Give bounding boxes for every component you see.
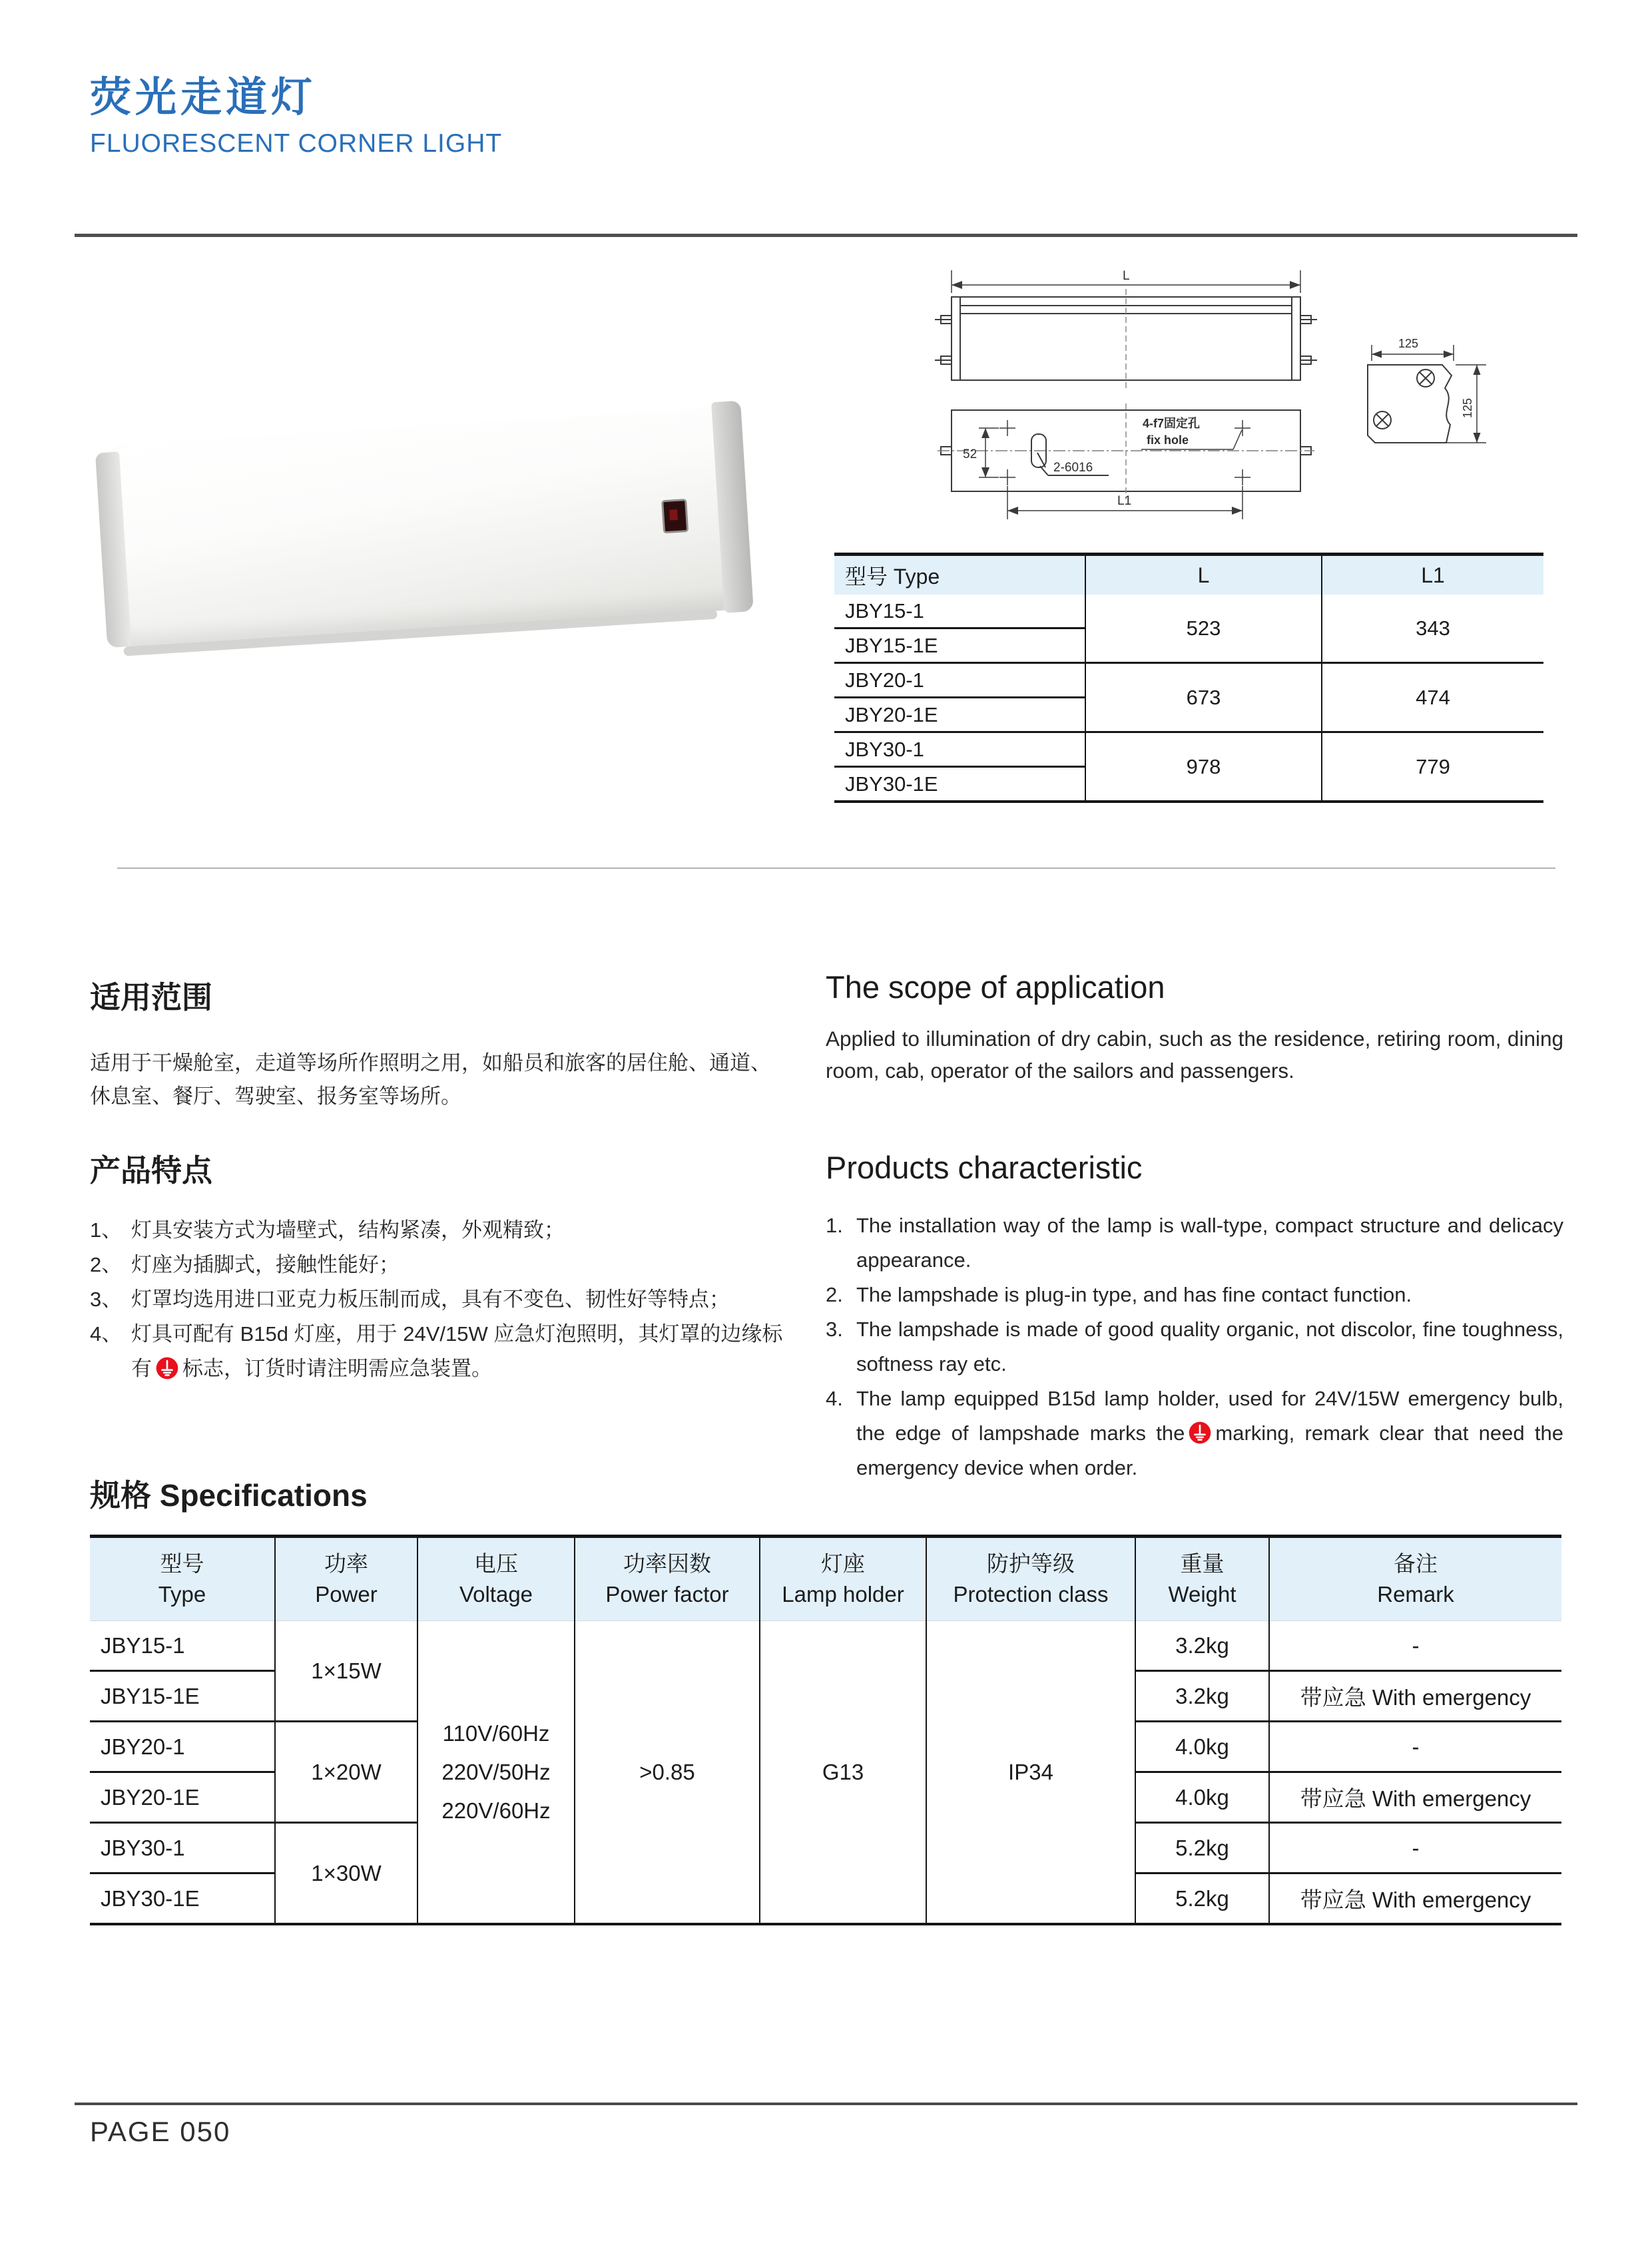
spec-remark-cell: - (1269, 1621, 1561, 1671)
lamp-base-rail (123, 610, 717, 656)
dim-col-type: 型号 Type (834, 555, 1085, 595)
feature-text (856, 1381, 1563, 1485)
emergency-mark-icon (156, 1356, 178, 1378)
spec-weight-cell: 4.0kg (1135, 1772, 1269, 1823)
spec-type-cell: JBY15-1 (101, 1632, 185, 1658)
footer-divider (75, 2103, 1577, 2105)
spec-type-cell: JBY20-1 (90, 1722, 275, 1772)
lamp-switch (661, 499, 688, 533)
feature-number: 1、 (90, 1218, 123, 1242)
dim-type-cell: JBY15-1 (845, 599, 924, 622)
features-section-en (826, 1149, 1563, 1485)
spec-power-factor-cell: >0.85 (575, 1621, 760, 1925)
feature-item (90, 1282, 789, 1317)
emergency-mark-icon (1189, 1420, 1211, 1443)
spec-lamp-holder-cell: G13 (760, 1621, 926, 1925)
lamp-end-cap-right (711, 401, 754, 613)
dim-type-cell: JBY20-1E (834, 698, 1085, 732)
dim-type-cell: JBY15-1E (834, 628, 1085, 663)
spec-col-power: 功率 Power (275, 1537, 417, 1621)
dim-l-cell: 523 (1085, 595, 1322, 663)
dimension-table (834, 553, 1543, 803)
features-title-en: Products characteristic (826, 1150, 1143, 1185)
feature-number: 2、 (90, 1253, 123, 1276)
feature-item (90, 1248, 789, 1282)
table-row (834, 595, 1543, 628)
dim-type-cell: JBY30-1 (834, 732, 1085, 767)
spec-type-cell: JBY30-1E (90, 1873, 275, 1925)
product-photo (93, 370, 759, 682)
page-number: PAGE 050 (90, 2116, 231, 2147)
spec-remark-cell: - (1269, 1722, 1561, 1772)
spec-col-weight: 重量 Weight (1135, 1537, 1269, 1621)
feature-text (131, 1317, 789, 1386)
spec-power-cell: 1×20W (275, 1722, 417, 1823)
table-row (834, 663, 1543, 698)
scope-title-en: The scope of application (826, 969, 1165, 1005)
features-title-zh: 产品特点 (90, 1153, 212, 1188)
feature-number: 1. (826, 1214, 843, 1237)
feature-text: 灯罩均选用进口亚克力板压制而成，具有不变色、韧性好等特点； (131, 1288, 730, 1311)
spec-col-remark: 备注 Remark (1269, 1537, 1561, 1621)
feature-number: 3. (826, 1318, 843, 1341)
feature-number: 4、 (90, 1322, 123, 1346)
spec-remark-cell: 带应急 With emergency (1269, 1873, 1561, 1925)
dim-col-l: L (1085, 555, 1322, 595)
scope-section-zh (90, 973, 782, 1113)
feature-item (826, 1208, 1563, 1278)
table-row (90, 1621, 1561, 1671)
feature-text-pre: 灯具可配有 B15d 灯座，用于 24V/15W 应急灯泡照明，其灯罩的边缘标有 (131, 1322, 783, 1380)
dim-L1-label: L1 (1117, 494, 1132, 508)
spec-voltage-cell: 110V/60Hz 220V/50Hz 220V/60Hz (417, 1621, 575, 1925)
fix-hole-label-en: fix hole (1147, 433, 1189, 447)
spec-col-lamp-holder: 灯座 Lamp holder (760, 1537, 926, 1621)
dim-125-top-label: 125 (1398, 337, 1419, 350)
dim-col-l1: L1 (1322, 555, 1543, 595)
table-row (834, 732, 1543, 767)
dim-l1-cell: 343 (1322, 595, 1543, 663)
feature-number: 4. (826, 1387, 843, 1410)
dim-l-cell: 978 (1085, 732, 1322, 802)
spec-weight-cell: 4.0kg (1135, 1722, 1269, 1772)
features-section-zh (90, 1146, 789, 1386)
feature-item (826, 1278, 1563, 1312)
spec-weight-cell: 3.2kg (1135, 1621, 1269, 1671)
spec-col-power-factor: 功率因数 Power factor (575, 1537, 760, 1621)
fix-hole-label-zh: 4-f7固定孔 (1143, 417, 1201, 430)
header-divider (75, 234, 1577, 237)
spec-type-cell: JBY15-1E (90, 1671, 275, 1722)
title-chinese: 荧光走道灯 (90, 75, 317, 121)
spec-remark-cell: 带应急 With emergency (1269, 1671, 1561, 1722)
spec-col-protection: 防护等级 Protection class (926, 1537, 1135, 1621)
feature-text-post: marking, remark clear that need the emergency device when order. (856, 1421, 1563, 1479)
scope-body-en: Applied to illumination of dry cabin, such as the residence, retiring room, dining room, cab, operator of the sailors and passengers. (826, 1027, 1563, 1083)
spec-weight-cell: 5.2kg (1135, 1823, 1269, 1873)
feature-text: The lampshade is made of good quality organic, not discolor, fine toughness, softness ray etc. (856, 1318, 1563, 1375)
table-row (834, 555, 1543, 595)
spec-section-title: 规格 Specifications (90, 1478, 368, 1513)
feature-number: 2. (826, 1283, 843, 1306)
feature-text-post: 标志，订货时请注明需应急装置。 (182, 1357, 492, 1380)
table-header-row (90, 1537, 1561, 1621)
feature-item (826, 1381, 1563, 1485)
dim-125-side-label: 125 (1461, 397, 1474, 418)
spec-col-type: 型号 Type (90, 1537, 275, 1621)
lamp-body (104, 407, 741, 648)
feature-item (90, 1317, 789, 1386)
section-divider (117, 868, 1555, 869)
title-english: FLUORESCENT CORNER LIGHT (90, 129, 503, 158)
scope-section-en (826, 969, 1563, 1087)
feature-text: The installation way of the lamp is wall-type, compact structure and delicacy appearance. (856, 1214, 1563, 1272)
page-header (90, 75, 502, 158)
feature-text-pre: The lamp equipped B15d lamp holder, used for 24V/15W emergency bulb, the edge of lampshade marks the (856, 1387, 1563, 1445)
spec-protection-cell: IP34 (926, 1621, 1135, 1925)
dim-52-label: 52 (963, 447, 977, 461)
dim-l1-cell: 779 (1322, 732, 1543, 802)
spec-power-cell: 1×30W (275, 1823, 417, 1925)
spec-weight-cell: 3.2kg (1135, 1671, 1269, 1722)
dim-l1-cell: 474 (1322, 663, 1543, 732)
slot-label: 2-6016 (1053, 461, 1093, 475)
spec-remark-cell: - (1269, 1823, 1561, 1873)
feature-number: 3、 (90, 1288, 123, 1311)
feature-text: 灯具安装方式为墙壁式，结构紧凑，外观精致； (131, 1218, 565, 1242)
spec-power-cell: 1×15W (275, 1621, 417, 1722)
feature-item (826, 1312, 1563, 1381)
dim-L-label: L (1123, 269, 1130, 283)
dim-type-cell: JBY20-1 (834, 663, 1085, 698)
scope-body-zh: 适用于干燥舱室，走道等场所作照明之用，如船员和旅客的居住舱、通道、休息室、餐厅、驾驶室、报务室等场所。 (90, 1051, 771, 1108)
lamp-end-cap-left (95, 451, 131, 647)
spec-remark-cell: 带应急 With emergency (1269, 1772, 1561, 1823)
spec-type-cell: JBY30-1 (90, 1823, 275, 1873)
spec-col-voltage: 电压 Voltage (417, 1537, 575, 1621)
specifications-table (90, 1535, 1561, 1925)
technical-drawing (932, 253, 1598, 546)
feature-text: The lampshade is plug-in type, and has fine contact function. (856, 1283, 1412, 1306)
feature-item (90, 1213, 789, 1248)
dim-l-cell: 673 (1085, 663, 1322, 732)
dim-type-cell: JBY30-1E (834, 767, 1085, 802)
feature-text: 灯座为插脚式，接触性能好； (131, 1253, 400, 1276)
scope-title-zh: 适用范围 (90, 980, 212, 1015)
spec-weight-cell: 5.2kg (1135, 1873, 1269, 1925)
spec-type-cell: JBY20-1E (90, 1772, 275, 1823)
